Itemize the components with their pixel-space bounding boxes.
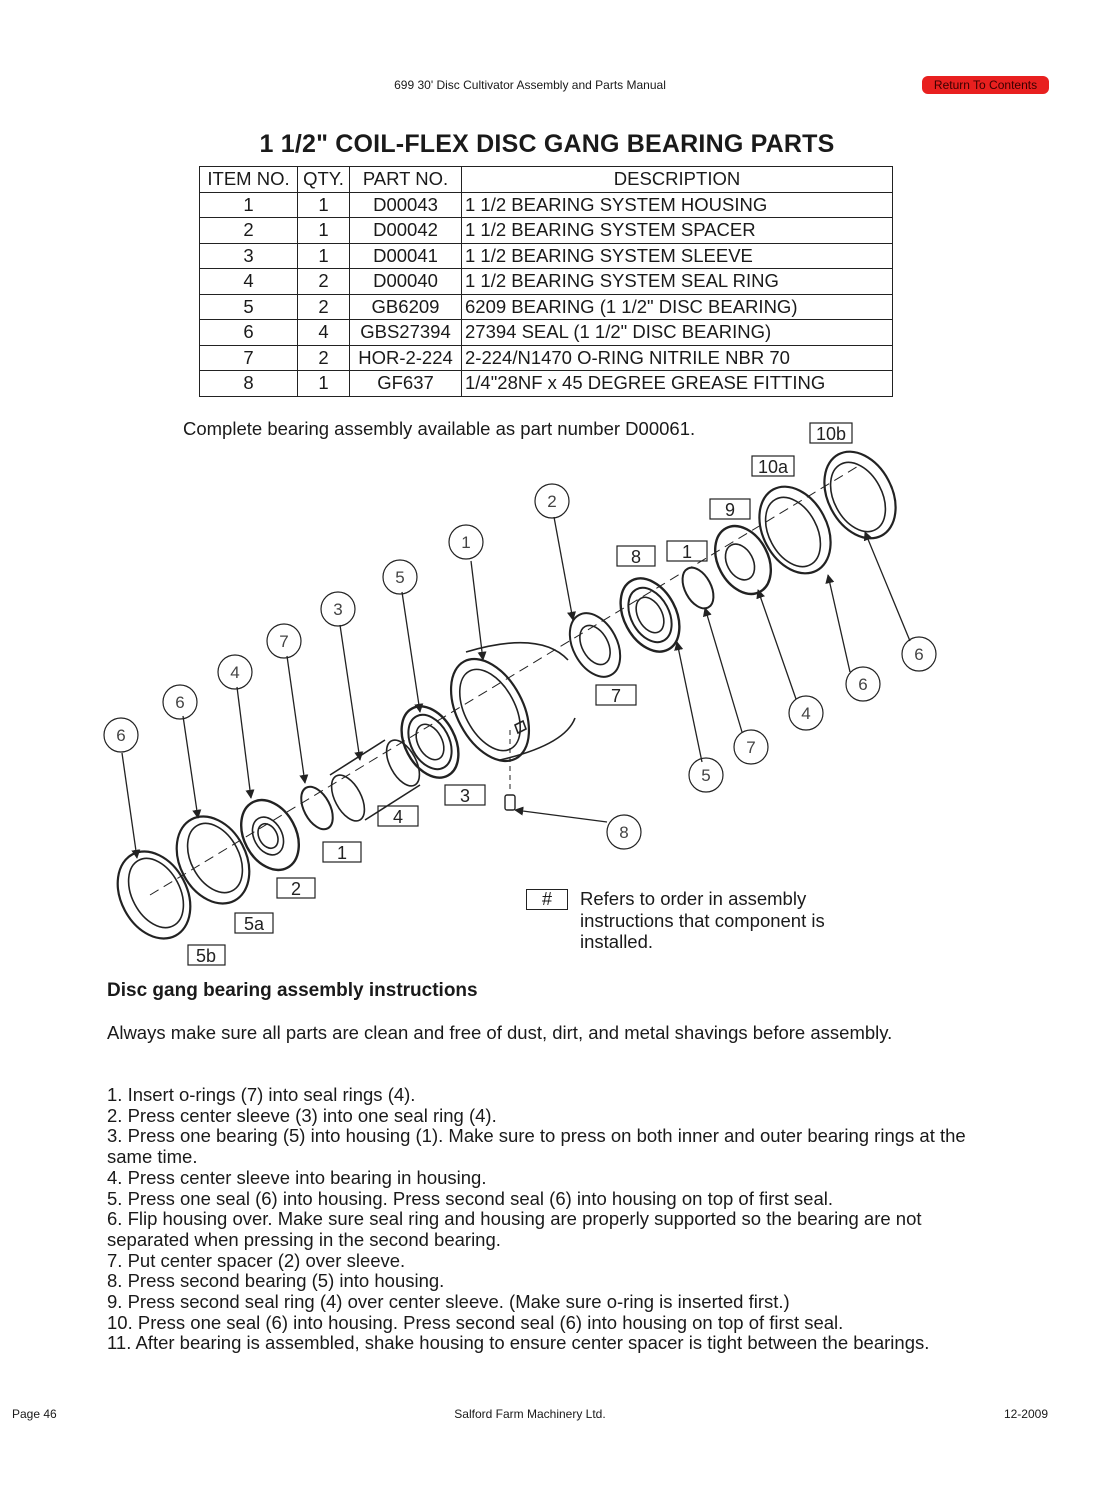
table-row — [200, 320, 893, 346]
part-no-cell: GB6209 — [350, 294, 462, 320]
qty-cell: 1 — [298, 218, 350, 244]
list-item: 4. Press center sleeve into bearing in housing. — [107, 1166, 487, 1188]
complete-assembly-note: Complete bearing assembly available as part number D00061. — [183, 418, 696, 439]
part-no-cell: D00043 — [350, 192, 462, 218]
item-no-cell: 4 — [200, 269, 298, 295]
order-label: 5a — [243, 914, 265, 934]
balloon-label: 6 — [175, 693, 185, 712]
balloon-label: 4 — [801, 704, 811, 723]
o-ring-right — [676, 562, 720, 613]
bearing-housing — [435, 643, 575, 774]
description-cell: 27394 SEAL (1 1/2" DISC BEARING) — [462, 320, 893, 346]
balloon-label: 8 — [619, 823, 629, 842]
description-cell: 6209 BEARING (1 1/2" DISC BEARING) — [462, 294, 893, 320]
instructions-intro: Always make sure all parts are clean and free of dust, dirt, and metal shavings before assembly. — [107, 1022, 893, 1043]
list-item: 7. Put center spacer (2) over sleeve. — [107, 1249, 406, 1271]
center-axis — [150, 465, 860, 895]
column-header-part-no: PART NO. — [350, 167, 462, 193]
order-label: 4 — [392, 807, 404, 827]
order-label: 1 — [681, 542, 693, 562]
column-header-item-no: ITEM NO. — [200, 167, 298, 193]
page-number: Page 46 — [12, 1407, 57, 1421]
order-label: 2 — [290, 879, 302, 899]
seal-10a — [745, 474, 845, 585]
description-cell: 1 1/2 BEARING SYSTEM SPACER — [462, 218, 893, 244]
description-cell: 1 1/2 BEARING SYSTEM SEAL RING — [462, 269, 893, 295]
return-to-contents-button[interactable]: Return To Contents — [922, 76, 1049, 94]
bearing-left — [390, 697, 470, 788]
part-no-cell: GF637 — [350, 371, 462, 397]
table-row — [200, 243, 893, 269]
part-no-cell: D00041 — [350, 243, 462, 269]
qty-cell: 1 — [298, 371, 350, 397]
item-no-cell: 6 — [200, 320, 298, 346]
order-label: 10a — [757, 457, 789, 477]
item-no-cell: 8 — [200, 371, 298, 397]
qty-cell: 4 — [298, 320, 350, 346]
seal-ring-right — [704, 516, 782, 603]
item-no-cell: 5 — [200, 294, 298, 320]
balloon-label: 1 — [461, 533, 471, 552]
table-row — [200, 218, 893, 244]
page-title: 1 1/2" COIL-FLEX DISC GANG BEARING PARTS — [259, 130, 835, 158]
balloon-label: 7 — [279, 632, 289, 651]
qty-cell: 2 — [298, 294, 350, 320]
manual-title: 699 30' Disc Cultivator Assembly and Parts Manual — [394, 78, 666, 92]
list-item: 2. Press center sleeve (3) into one seal ring (4). — [107, 1104, 497, 1126]
qty-cell: 2 — [298, 269, 350, 295]
item-no-cell: 7 — [200, 345, 298, 371]
balloon-label: 5 — [395, 568, 405, 587]
list-item: 9. Press second seal ring (4) over center sleeve. (Make sure o-ring is inserted first.) — [107, 1291, 790, 1313]
table-row — [200, 269, 893, 295]
part-no-cell: HOR-2-224 — [350, 345, 462, 371]
legend-symbol-box: # — [526, 889, 568, 910]
revision-date: 12-2009 — [1003, 1407, 1048, 1421]
table-row — [200, 294, 893, 320]
grease-fitting — [505, 730, 515, 810]
center-spacer — [560, 605, 631, 686]
bearing-right — [609, 568, 692, 661]
balloon-label: 4 — [230, 663, 240, 682]
item-no-cell: 3 — [200, 243, 298, 269]
list-item: 8. Press second bearing (5) into housing. — [107, 1270, 445, 1292]
list-item: 6. Flip housing over. Make sure seal ring and housing are properly supported so the bearing are not separated when pressing in the second bearing. — [107, 1208, 922, 1250]
parts-table — [199, 166, 893, 397]
column-header-qty: QTY. — [298, 167, 350, 193]
part-no-cell: D00042 — [350, 218, 462, 244]
qty-cell: 2 — [298, 345, 350, 371]
description-cell: 2-224/N1470 O-RING NITRILE NBR 70 — [462, 345, 893, 371]
part-no-cell: GBS27394 — [350, 320, 462, 346]
order-label: 10b — [815, 424, 847, 444]
list-item: 3. Press one bearing (5) into housing (1). Make sure to press on both inner and outer bearing rings at the same time. — [107, 1125, 966, 1168]
o-ring-left — [295, 782, 340, 835]
order-label: 1 — [336, 843, 348, 863]
part-no-cell: D00040 — [350, 269, 462, 295]
balloon-label: 6 — [116, 726, 126, 745]
table-header-row — [200, 167, 893, 193]
balloon-label: 3 — [333, 600, 343, 619]
balloon-label: 7 — [746, 738, 756, 757]
balloon-label: 5 — [701, 766, 711, 785]
order-label: 7 — [610, 686, 622, 706]
table-row — [200, 192, 893, 218]
column-header-description: DESCRIPTION — [462, 167, 893, 193]
list-item: 10. Press one seal (6) into housing. Press second seal (6) into housing on top of first seal. — [107, 1311, 844, 1333]
description-cell: 1 1/2 BEARING SYSTEM HOUSING — [462, 192, 893, 218]
item-no-cell: 1 — [200, 192, 298, 218]
instruction-steps — [107, 1085, 1007, 1354]
item-no-cell: 2 — [200, 218, 298, 244]
balloon-label: 2 — [547, 492, 557, 511]
balloon-label: 6 — [858, 675, 868, 694]
table-row — [200, 345, 893, 371]
order-label: 8 — [630, 547, 642, 567]
qty-cell: 1 — [298, 192, 350, 218]
company-name: Salford Farm Machinery Ltd. — [454, 1407, 606, 1421]
list-item: 11. After bearing is assembled, shake housing to ensure center spacer is tight between the bearings. — [107, 1332, 930, 1354]
balloon-label: 6 — [914, 645, 924, 664]
seal-10b — [810, 439, 910, 550]
description-cell: 1 1/2 BEARING SYSTEM SLEEVE — [462, 243, 893, 269]
instructions-heading: Disc gang bearing assembly instructions — [107, 980, 478, 1001]
order-label: 9 — [724, 500, 736, 520]
qty-cell: 1 — [298, 243, 350, 269]
table-row — [200, 371, 893, 397]
legend-text: Refers to order in assembly instructions that component is installed. — [580, 888, 825, 952]
list-item: 5. Press one seal (6) into housing. Press second seal (6) into housing on top of first seal. — [107, 1187, 834, 1209]
order-label: 3 — [459, 786, 471, 806]
list-item: 1. Insert o-rings (7) into seal rings (4). — [107, 1084, 416, 1105]
seal-5a — [162, 804, 263, 916]
description-cell: 1/4"28NF x 45 DEGREE GREASE FITTING — [462, 371, 893, 397]
order-label: 5b — [195, 946, 217, 966]
seal-5b — [103, 839, 204, 951]
